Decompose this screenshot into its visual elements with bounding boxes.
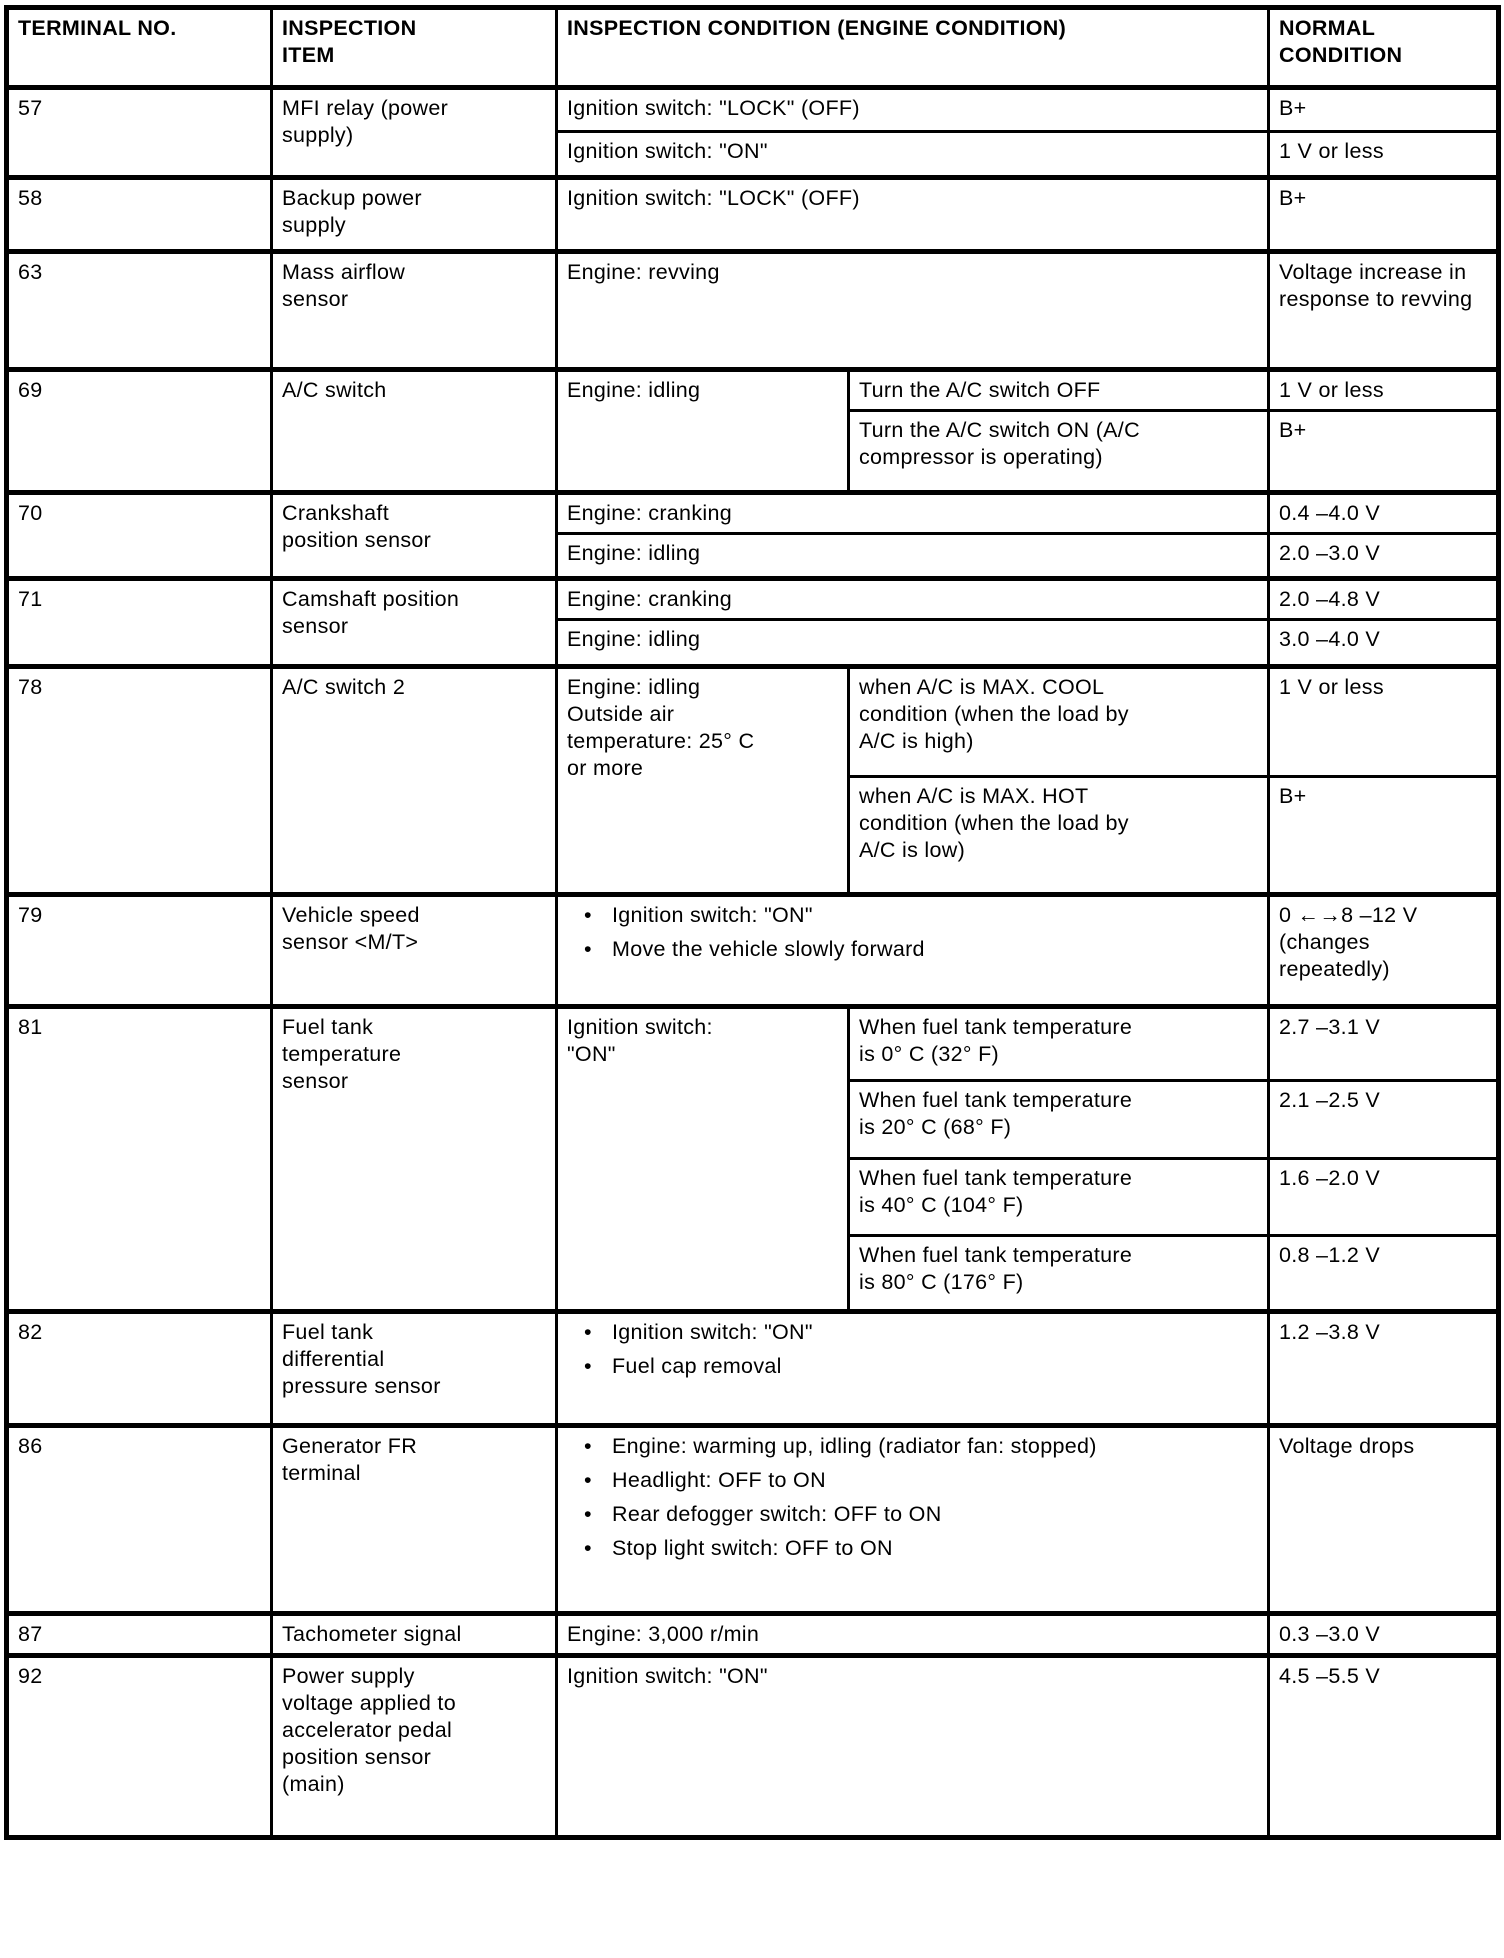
terminal-number: 79 <box>7 895 272 1007</box>
bullet-icon: • <box>584 1434 592 1458</box>
terminal-number: 82 <box>7 1312 272 1426</box>
shared-condition-text: Ignition switch: "ON" <box>567 1015 713 1066</box>
inspection-item-text: Power supply voltage applied to accelerator pedal position sensor (main) <box>282 1664 456 1796</box>
sub-condition-text: When fuel tank temperature is 20° C (68° F) <box>859 1088 1133 1139</box>
engine-condition: Engine: cranking <box>557 579 1269 620</box>
row-terminal-58 <box>7 178 1499 252</box>
normal-condition: Voltage drops <box>1269 1426 1499 1614</box>
shared-condition <box>557 667 849 895</box>
terminal-inspection-table <box>4 5 1501 1840</box>
row-terminal-92 <box>7 1656 1499 1838</box>
sub-condition <box>849 1236 1269 1312</box>
bullet-text: Ignition switch: "ON" <box>612 903 813 927</box>
sub-condition <box>849 777 1269 895</box>
inspection-item-text: Backup power supply <box>282 186 422 237</box>
row-terminal-78 <box>7 667 1499 777</box>
inspection-item-text: Fuel tank temperature sensor <box>282 1015 402 1093</box>
normal-condition: 1 V or less <box>1269 132 1499 178</box>
engine-condition: Engine: idling <box>557 534 1269 579</box>
inspection-item <box>272 1007 557 1312</box>
inspection-item-text: A/C switch <box>282 378 387 402</box>
bullet-text: Headlight: OFF to ON <box>612 1468 826 1492</box>
sub-condition-text: Turn the A/C switch OFF <box>859 378 1101 402</box>
bullet-text: Ignition switch: "ON" <box>612 1320 813 1344</box>
inspection-item-text: Crankshaft position sensor <box>282 501 432 552</box>
inspection-item-text: Vehicle speed sensor <M/T> <box>282 903 420 954</box>
inspection-item <box>272 1426 557 1614</box>
normal-condition: 0.8 –1.2 V <box>1269 1236 1499 1312</box>
inspection-item-text: A/C switch 2 <box>282 675 406 699</box>
normal-condition: B+ <box>1269 178 1499 252</box>
row-terminal-63 <box>7 252 1499 370</box>
header-inspection-item <box>272 8 557 88</box>
row-terminal-71 <box>7 579 1499 620</box>
normal-condition: B+ <box>1269 88 1499 132</box>
inspection-item <box>272 88 557 178</box>
header-inspection-condition-text: INSPECTION CONDITION (ENGINE CONDITION) <box>567 16 1067 40</box>
inspection-item-text: MFI relay (power supply) <box>282 96 449 147</box>
sub-condition <box>849 1007 1269 1081</box>
normal-condition: B+ <box>1269 777 1499 895</box>
normal-condition <box>1269 895 1499 1007</box>
terminal-number: 87 <box>7 1614 272 1656</box>
inspection-item-text: Fuel tank differential pressure sensor <box>282 1320 441 1398</box>
condition-bullet <box>567 1467 1257 1494</box>
engine-condition: Engine: cranking <box>557 493 1269 534</box>
engine-condition: Engine: idling <box>557 620 1269 667</box>
row-terminal-87 <box>7 1614 1499 1656</box>
condition-bullet <box>567 1535 1257 1562</box>
inspection-item <box>272 178 557 252</box>
condition-bullet <box>567 1353 1257 1380</box>
inspection-item-text: Generator FR terminal <box>282 1434 418 1485</box>
sub-condition <box>849 667 1269 777</box>
engine-condition: Ignition switch: "LOCK" (OFF) <box>557 178 1269 252</box>
normal-condition: 0.4 –4.0 V <box>1269 493 1499 534</box>
bullet-text: Stop light switch: OFF to ON <box>612 1536 893 1560</box>
terminal-number: 71 <box>7 579 272 667</box>
row-terminal-81 <box>7 1007 1499 1081</box>
terminal-number: 78 <box>7 667 272 895</box>
inspection-item <box>272 252 557 370</box>
inspection-item <box>272 493 557 579</box>
header-inspection-item-text: INSPECTION ITEM <box>282 16 417 67</box>
header-row <box>7 8 1499 88</box>
engine-condition <box>557 1312 1269 1426</box>
shared-condition <box>557 1007 849 1312</box>
normal-condition: 3.0 –4.0 V <box>1269 620 1499 667</box>
inspection-item <box>272 895 557 1007</box>
engine-condition <box>557 895 1269 1007</box>
condition-bullet <box>567 936 1257 963</box>
shared-condition <box>557 370 849 493</box>
normal-condition: 0.3 –3.0 V <box>1269 1614 1499 1656</box>
sub-condition <box>849 1159 1269 1236</box>
inspection-item <box>272 1656 557 1838</box>
bullet-text: Engine: warming up, idling (radiator fan: stopped) <box>612 1434 1097 1458</box>
engine-condition: Ignition switch: "ON" <box>557 1656 1269 1838</box>
condition-bullet <box>567 1433 1257 1460</box>
condition-bullet <box>567 1501 1257 1528</box>
engine-condition: Engine: revving <box>557 252 1269 370</box>
condition-bullet <box>567 902 1257 929</box>
engine-condition: Engine: 3,000 r/min <box>557 1614 1269 1656</box>
bullet-text: Rear defogger switch: OFF to ON <box>612 1502 942 1526</box>
terminal-number: 92 <box>7 1656 272 1838</box>
terminal-number: 58 <box>7 178 272 252</box>
header-inspection-condition <box>557 8 1269 88</box>
sub-condition <box>849 1081 1269 1159</box>
inspection-item <box>272 1312 557 1426</box>
terminal-number: 70 <box>7 493 272 579</box>
inspection-item <box>272 370 557 493</box>
normal-condition: 2.0 –3.0 V <box>1269 534 1499 579</box>
inspection-item <box>272 1614 557 1656</box>
normal-condition: 1.2 –3.8 V <box>1269 1312 1499 1426</box>
engine-condition: Ignition switch: "ON" <box>557 132 1269 178</box>
sub-condition-text: Turn the A/C switch ON (A/C compressor is operating) <box>859 418 1140 469</box>
header-terminal-no: TERMINAL NO. <box>7 8 272 88</box>
terminal-number: 63 <box>7 252 272 370</box>
bullet-icon: • <box>584 937 592 961</box>
sub-condition-text: When fuel tank temperature is 0° C (32° F) <box>859 1015 1133 1066</box>
normal-condition: 1 V or less <box>1269 370 1499 411</box>
sub-condition <box>849 370 1269 411</box>
terminal-number: 69 <box>7 370 272 493</box>
sub-condition-text: When fuel tank temperature is 40° C (104° F) <box>859 1166 1133 1217</box>
sub-condition <box>849 411 1269 493</box>
row-terminal-79 <box>7 895 1499 1007</box>
bullet-icon: • <box>584 903 592 927</box>
header-normal-condition-text: NORMAL CONDITION <box>1279 16 1403 67</box>
terminal-number: 81 <box>7 1007 272 1312</box>
normal-condition-text: 0 ←→8 –12 V (changes repeatedly) <box>1279 903 1418 981</box>
normal-condition: 4.5 –5.5 V <box>1269 1656 1499 1838</box>
normal-condition: 1.6 –2.0 V <box>1269 1159 1499 1236</box>
bullet-icon: • <box>584 1502 592 1526</box>
normal-condition: B+ <box>1269 411 1499 493</box>
row-terminal-70 <box>7 493 1499 534</box>
shared-condition-text: Engine: idling <box>567 378 701 402</box>
bullet-icon: • <box>584 1468 592 1492</box>
sub-condition-text: When fuel tank temperature is 80° C (176° F) <box>859 1243 1133 1294</box>
bullet-icon: • <box>584 1320 592 1344</box>
header-normal-condition <box>1269 8 1499 88</box>
bullet-text: Fuel cap removal <box>612 1354 782 1378</box>
inspection-item-text: Tachometer signal <box>282 1622 462 1646</box>
engine-condition: Ignition switch: "LOCK" (OFF) <box>557 88 1269 132</box>
normal-condition: 2.0 –4.8 V <box>1269 579 1499 620</box>
sub-condition-text: when A/C is MAX. HOT condition (when the load by A/C is low) <box>859 784 1129 862</box>
row-terminal-57 <box>7 88 1499 132</box>
bullet-text: Move the vehicle slowly forward <box>612 937 925 961</box>
bullet-icon: • <box>584 1354 592 1378</box>
normal-condition-text: Voltage increase in response to revving <box>1279 260 1473 311</box>
normal-condition: 1 V or less <box>1269 667 1499 777</box>
engine-condition <box>557 1426 1269 1614</box>
shared-condition-line: Outside air temperature: 25° C or more <box>567 702 755 780</box>
inspection-item-text: Camshaft position sensor <box>282 587 460 638</box>
normal-condition: 2.1 –2.5 V <box>1269 1081 1499 1159</box>
row-terminal-69 <box>7 370 1499 411</box>
inspection-item <box>272 667 557 895</box>
row-terminal-82 <box>7 1312 1499 1426</box>
terminal-number: 86 <box>7 1426 272 1614</box>
sub-condition-text: when A/C is MAX. COOL condition (when the load by A/C is high) <box>859 675 1129 753</box>
terminal-number: 57 <box>7 88 272 178</box>
normal-condition: 2.7 –3.1 V <box>1269 1007 1499 1081</box>
bullet-icon: • <box>584 1536 592 1560</box>
shared-condition-line: Engine: idling <box>567 675 701 699</box>
condition-bullet <box>567 1319 1257 1346</box>
row-terminal-86 <box>7 1426 1499 1614</box>
inspection-item <box>272 579 557 667</box>
inspection-item-text: Mass airflow sensor <box>282 260 406 311</box>
normal-condition <box>1269 252 1499 370</box>
